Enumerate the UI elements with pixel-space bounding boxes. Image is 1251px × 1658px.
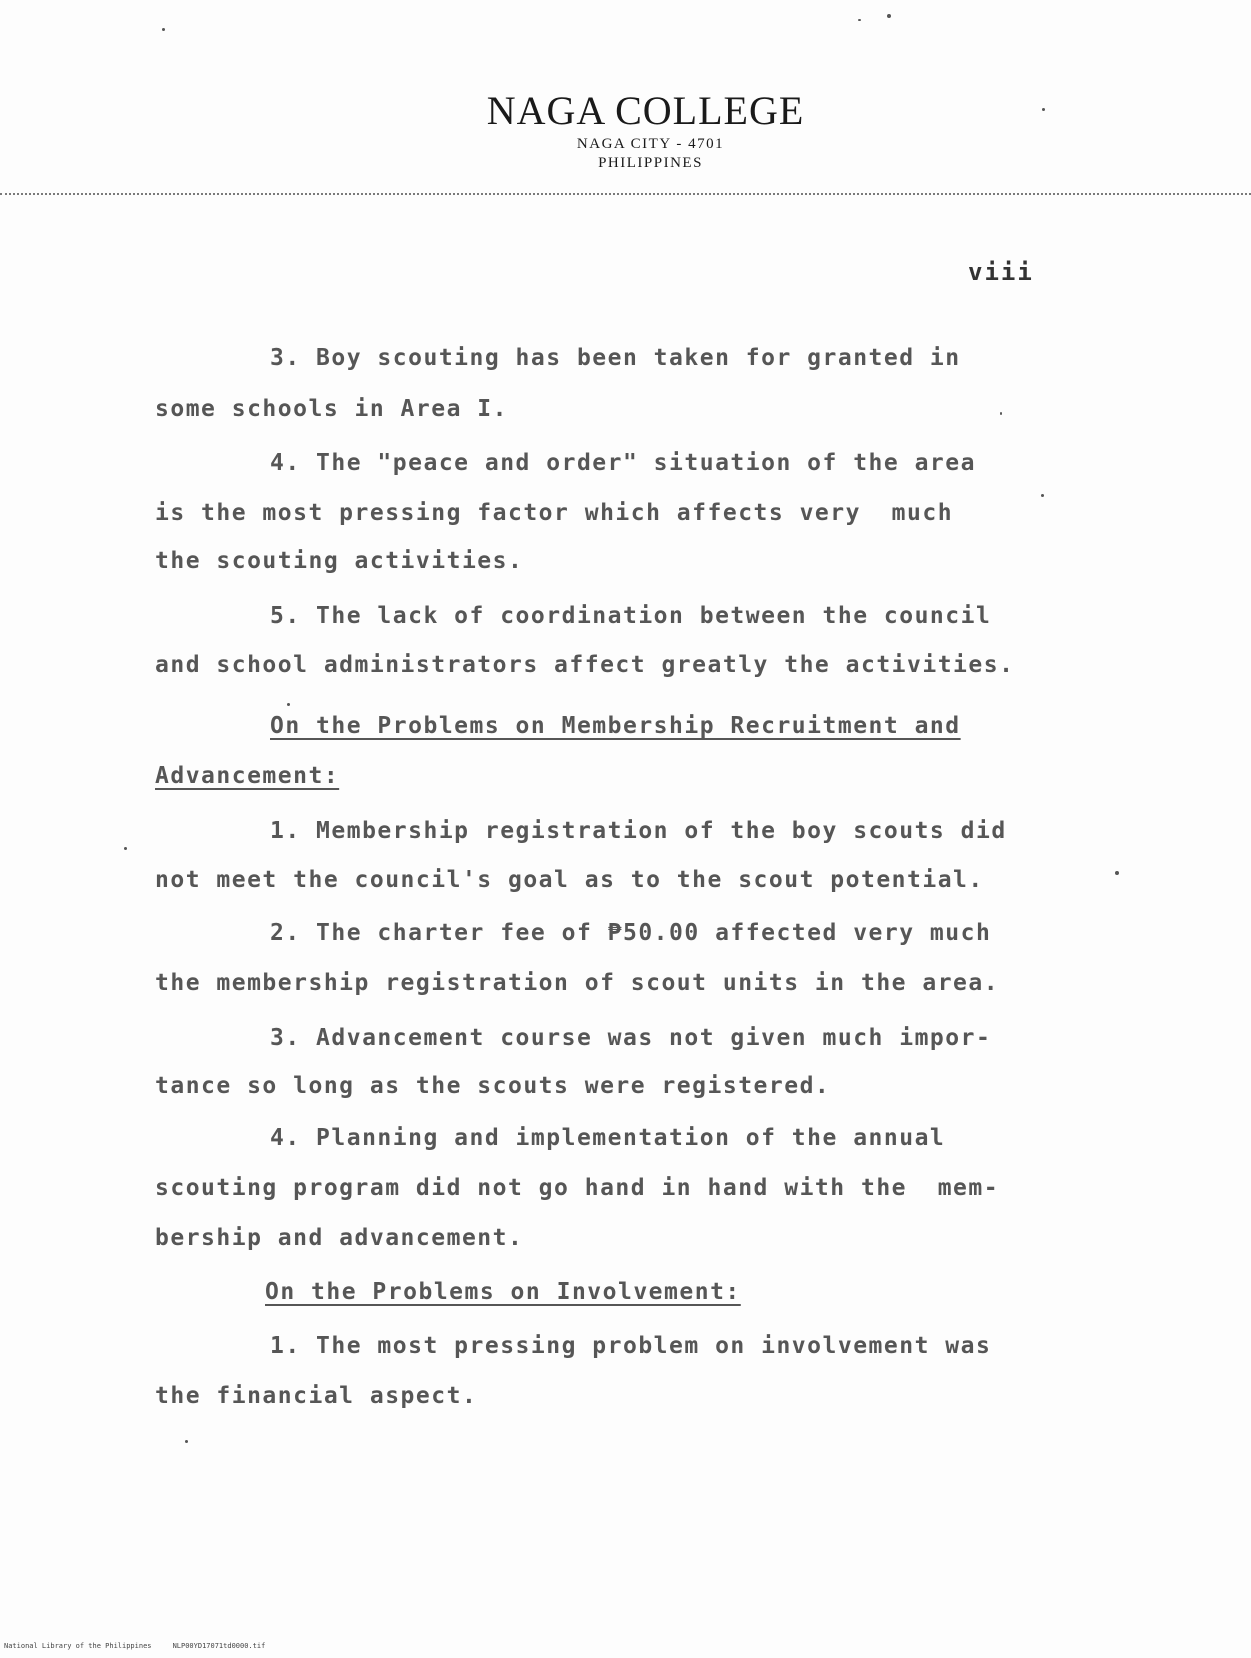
- body-line: not meet the council's goal as to the scout potential.: [155, 867, 984, 893]
- letterhead-title: NAGA COLLEGE: [486, 88, 805, 133]
- body-line: the scouting activities.: [155, 548, 524, 574]
- scan-speck: [1042, 108, 1045, 111]
- letterhead-divider: [0, 193, 1251, 195]
- scan-footer: National Library of the Philippines NLP00YD17071td0000.tif: [4, 1642, 266, 1650]
- section-heading: On the Problems on Membership Recruitment and: [270, 713, 961, 739]
- scan-speck: [287, 703, 290, 706]
- page-number: viii: [968, 258, 1034, 286]
- scan-speck: [1041, 494, 1044, 497]
- body-line: 4. Planning and implementation of the annual: [270, 1125, 946, 1151]
- body-line: 5. The lack of coordination between the council: [270, 603, 992, 629]
- body-line: and school administrators affect greatly the activities.: [155, 652, 1015, 678]
- body-line: 1. The most pressing problem on involvement was: [270, 1333, 992, 1359]
- scan-speck: [124, 847, 127, 850]
- section-heading: Advancement:: [155, 763, 340, 789]
- body-line: 3. Boy scouting has been taken for granted in: [270, 345, 961, 371]
- scan-speck: [887, 14, 891, 18]
- body-line: is the most pressing factor which affects very much: [155, 500, 954, 526]
- scan-speck: [162, 28, 165, 31]
- body-line: 4. The "peace and order" situation of the area: [270, 450, 976, 476]
- body-line: 1. Membership registration of the boy scouts did: [270, 818, 1007, 844]
- letterhead-country: PHILIPPINES: [598, 155, 703, 171]
- body-line: bership and advancement.: [155, 1225, 524, 1251]
- body-line: scouting program did not go hand in hand with the mem-: [155, 1175, 1000, 1201]
- scan-speck: [185, 1440, 188, 1443]
- body-line: the membership registration of scout units in the area.: [155, 970, 1000, 996]
- letterhead-city: NAGA CITY - 4701: [576, 136, 725, 152]
- scan-speck: [1115, 871, 1119, 875]
- body-line: tance so long as the scouts were registered.: [155, 1073, 831, 1099]
- body-line: 2. The charter fee of ₱50.00 affected very much: [270, 920, 992, 946]
- scan-speck: [858, 19, 861, 21]
- body-line: some schools in Area I.: [155, 396, 508, 422]
- letterhead: [0, 88, 1251, 172]
- body-line: the financial aspect.: [155, 1383, 478, 1409]
- body-line: 3. Advancement course was not given much impor-: [270, 1025, 992, 1051]
- section-heading: On the Problems on Involvement:: [265, 1279, 741, 1305]
- scan-speck: [1000, 412, 1002, 415]
